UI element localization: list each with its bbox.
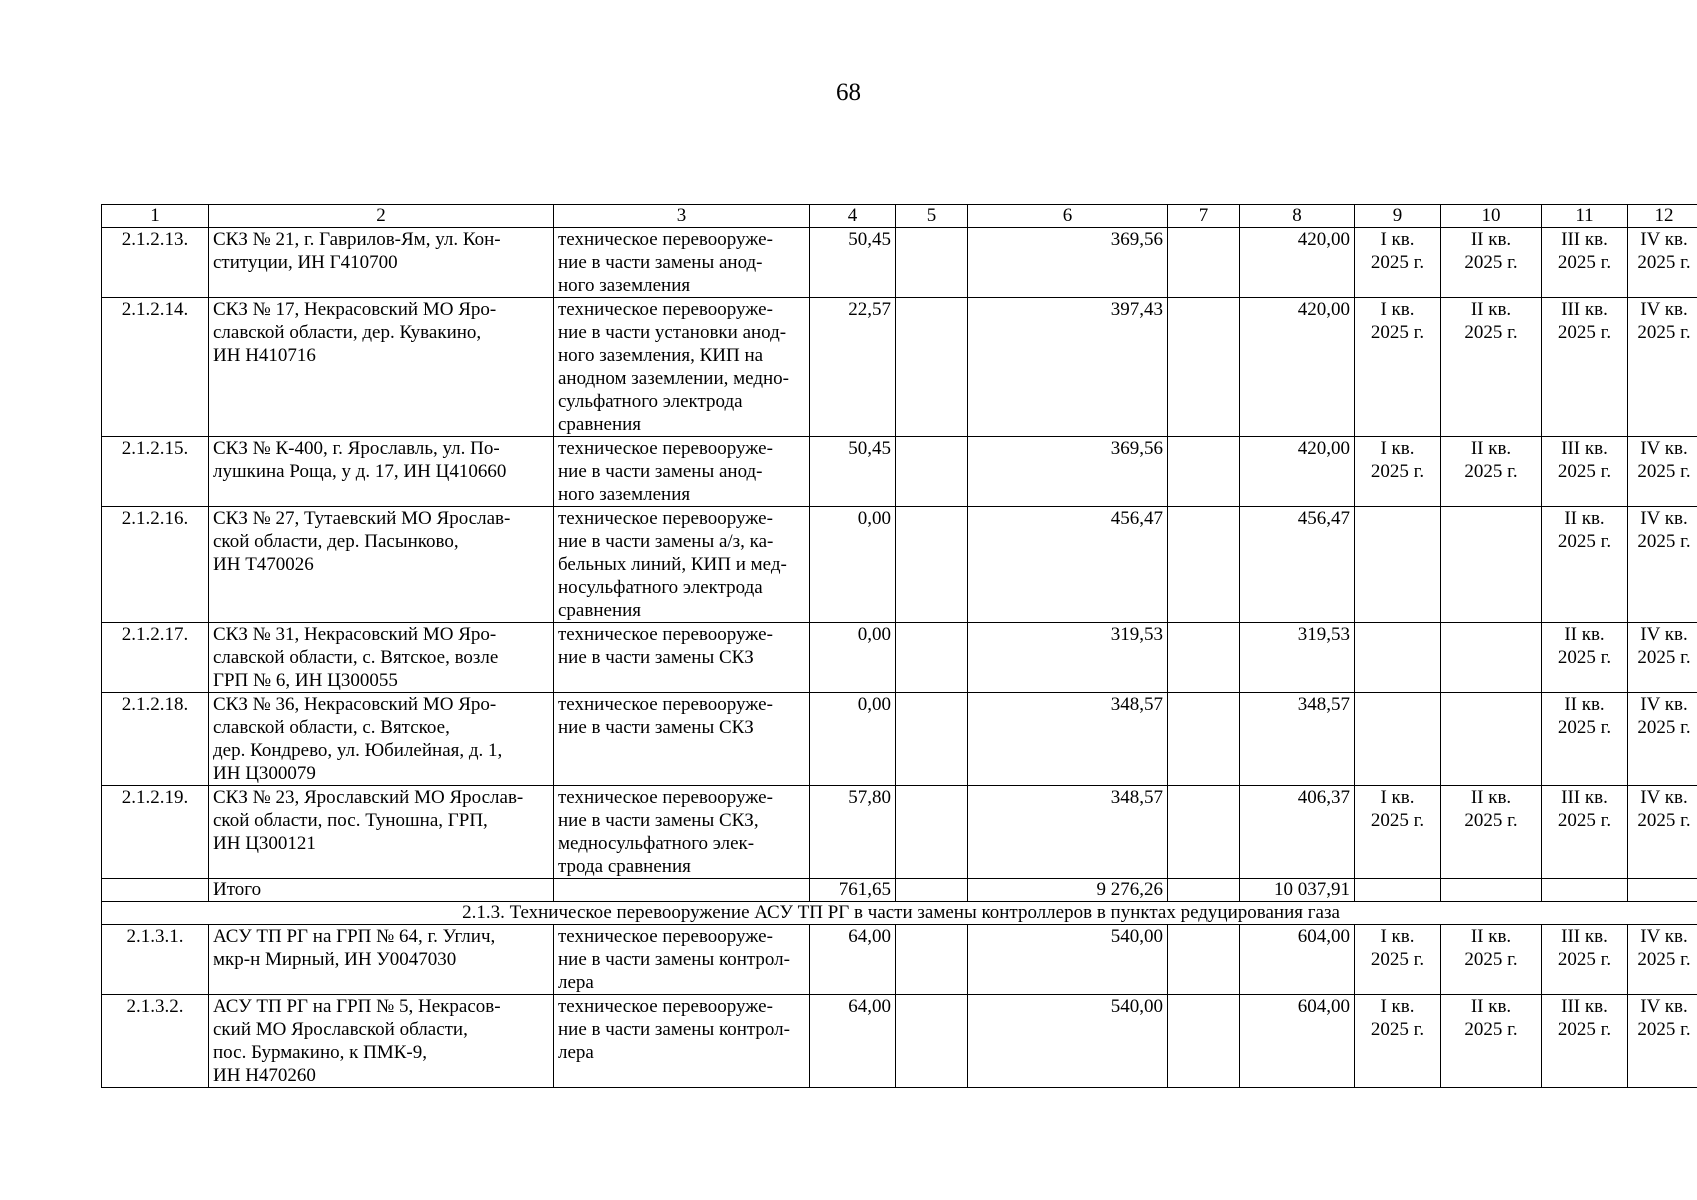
object-name-cell: АСУ ТП РГ на ГРП № 5, Некрасов- ский МО Ярославской области, пос. Бурмакино, к ПМК-9, ИН Н470260 xyxy=(209,995,554,1088)
quarter-cell-c10: II кв. 2025 г. xyxy=(1441,786,1542,879)
quarter-cell-c11: III кв. 2025 г. xyxy=(1542,786,1628,879)
amount-cell-c4: 64,00 xyxy=(810,995,896,1088)
total-empty-cell xyxy=(1628,879,1697,902)
column-number-cell: 12 xyxy=(1628,205,1697,228)
amount-cell-c4: 50,45 xyxy=(810,437,896,507)
quarter-cell-c12: IV кв. 2025 г. xyxy=(1628,228,1697,298)
quarter-cell-c11: III кв. 2025 г. xyxy=(1542,228,1628,298)
work-description-cell: техническое перевооруже- ние в части замены СКЗ xyxy=(554,693,810,786)
amount-cell-c7 xyxy=(1168,298,1240,437)
quarter-cell-c11: II кв. 2025 г. xyxy=(1542,693,1628,786)
quarter-cell-c11: III кв. 2025 г. xyxy=(1542,298,1628,437)
amount-cell-c7 xyxy=(1168,437,1240,507)
total-empty-cell xyxy=(896,879,968,902)
amount-cell-c7 xyxy=(1168,228,1240,298)
object-name-cell: СКЗ № 21, г. Гаврилов-Ям, ул. Кон- ституции, ИН Г410700 xyxy=(209,228,554,298)
column-number-cell: 6 xyxy=(968,205,1168,228)
item-number-cell: 2.1.2.18. xyxy=(102,693,209,786)
amount-cell-c7 xyxy=(1168,693,1240,786)
work-description-cell: техническое перевооруже- ние в части установки анод- ного заземления, КИП на анодном заземлении, медно- сульфатного электрода сравнения xyxy=(554,298,810,437)
total-empty-cell xyxy=(102,879,209,902)
amount-cell-c6: 348,57 xyxy=(968,786,1168,879)
quarter-cell-c10: II кв. 2025 г. xyxy=(1441,437,1542,507)
quarter-cell-c10 xyxy=(1441,623,1542,693)
work-description-cell: техническое перевооруже- ние в части замены анод- ного заземления xyxy=(554,437,810,507)
column-number-cell: 9 xyxy=(1355,205,1441,228)
item-number-cell: 2.1.2.19. xyxy=(102,786,209,879)
table-row xyxy=(102,925,1697,995)
amount-cell-c8: 420,00 xyxy=(1240,228,1355,298)
table-row xyxy=(102,507,1697,623)
column-number-cell: 11 xyxy=(1542,205,1628,228)
amount-cell-c4: 50,45 xyxy=(810,228,896,298)
quarter-cell-c12: IV кв. 2025 г. xyxy=(1628,623,1697,693)
amount-cell-c5 xyxy=(896,693,968,786)
column-number-cell: 8 xyxy=(1240,205,1355,228)
quarter-cell-c10: II кв. 2025 г. xyxy=(1441,228,1542,298)
quarter-cell-c11: II кв. 2025 г. xyxy=(1542,507,1628,623)
amount-cell-c5 xyxy=(896,507,968,623)
item-number-cell: 2.1.2.16. xyxy=(102,507,209,623)
section-title-row xyxy=(102,902,1697,925)
object-name-cell: СКЗ № 31, Некрасовский МО Яро- славской области, с. Вятское, возле ГРП № 6, ИН Ц300055 xyxy=(209,623,554,693)
total-empty-cell xyxy=(554,879,810,902)
amount-cell-c5 xyxy=(896,786,968,879)
amount-cell-c4: 64,00 xyxy=(810,925,896,995)
object-name-cell: СКЗ № К-400, г. Ярославль, ул. По- лушкина Роща, у д. 17, ИН Ц410660 xyxy=(209,437,554,507)
object-name-cell: СКЗ № 36, Некрасовский МО Яро- славской области, с. Вятское, дер. Кондрево, ул. Юбилейная, д. 1, ИН Ц300079 xyxy=(209,693,554,786)
quarter-cell-c12: IV кв. 2025 г. xyxy=(1628,925,1697,995)
total-empty-cell xyxy=(1542,879,1628,902)
total-empty-cell xyxy=(1441,879,1542,902)
amount-cell-c4: 22,57 xyxy=(810,298,896,437)
column-number-cell: 3 xyxy=(554,205,810,228)
quarter-cell-c12: IV кв. 2025 г. xyxy=(1628,693,1697,786)
table-row xyxy=(102,228,1697,298)
table-row xyxy=(102,437,1697,507)
item-number-cell: 2.1.3.1. xyxy=(102,925,209,995)
table-body xyxy=(102,205,1697,1088)
amount-cell-c7 xyxy=(1168,925,1240,995)
table-row xyxy=(102,786,1697,879)
table-row xyxy=(102,693,1697,786)
quarter-cell-c9: I кв. 2025 г. xyxy=(1355,786,1441,879)
amount-cell-c8: 604,00 xyxy=(1240,925,1355,995)
work-description-cell: техническое перевооруже- ние в части замены СКЗ, медносульфатного элек- трода сравнения xyxy=(554,786,810,879)
amount-cell-c8: 604,00 xyxy=(1240,995,1355,1088)
amount-cell-c5 xyxy=(896,298,968,437)
object-name-cell: АСУ ТП РГ на ГРП № 64, г. Углич, мкр-н Мирный, ИН У0047030 xyxy=(209,925,554,995)
quarter-cell-c9: I кв. 2025 г. xyxy=(1355,228,1441,298)
total-c8-cell: 10 037,91 xyxy=(1240,879,1355,902)
amount-cell-c8: 348,57 xyxy=(1240,693,1355,786)
work-description-cell: техническое перевооруже- ние в части замены а/з, ка- бельных линий, КИП и мед- носульфатного электрода сравнения xyxy=(554,507,810,623)
object-name-cell: СКЗ № 27, Тутаевский МО Ярослав- ской области, дер. Пасынково, ИН Т470026 xyxy=(209,507,554,623)
quarter-cell-c12: IV кв. 2025 г. xyxy=(1628,298,1697,437)
amount-cell-c7 xyxy=(1168,507,1240,623)
work-description-cell: техническое перевооруже- ние в части замены контрол- лера xyxy=(554,925,810,995)
amount-cell-c5 xyxy=(896,623,968,693)
amount-cell-c8: 456,47 xyxy=(1240,507,1355,623)
table-row xyxy=(102,995,1697,1088)
quarter-cell-c10 xyxy=(1441,693,1542,786)
amount-cell-c4: 0,00 xyxy=(810,693,896,786)
total-label-cell: Итого xyxy=(209,879,554,902)
section-title-cell: 2.1.3. Техническое перевооружение АСУ ТП РГ в части замены контроллеров в пунктах редуцирования газа xyxy=(102,902,1697,925)
quarter-cell-c12: IV кв. 2025 г. xyxy=(1628,507,1697,623)
item-number-cell: 2.1.2.15. xyxy=(102,437,209,507)
amount-cell-c6: 540,00 xyxy=(968,995,1168,1088)
page-number: 68 xyxy=(836,79,861,106)
quarter-cell-c11: III кв. 2025 г. xyxy=(1542,995,1628,1088)
investment-program-table xyxy=(101,204,1697,1088)
column-number-cell: 7 xyxy=(1168,205,1240,228)
table-row xyxy=(102,298,1697,437)
item-number-cell: 2.1.2.14. xyxy=(102,298,209,437)
amount-cell-c8: 406,37 xyxy=(1240,786,1355,879)
quarter-cell-c12: IV кв. 2025 г. xyxy=(1628,786,1697,879)
amount-cell-c4: 0,00 xyxy=(810,623,896,693)
amount-cell-c7 xyxy=(1168,786,1240,879)
amount-cell-c4: 0,00 xyxy=(810,507,896,623)
quarter-cell-c10: II кв. 2025 г. xyxy=(1441,995,1542,1088)
amount-cell-c6: 369,56 xyxy=(968,228,1168,298)
quarter-cell-c9 xyxy=(1355,507,1441,623)
amount-cell-c4: 57,80 xyxy=(810,786,896,879)
total-empty-cell xyxy=(1168,879,1240,902)
item-number-cell: 2.1.3.2. xyxy=(102,995,209,1088)
column-number-cell: 5 xyxy=(896,205,968,228)
quarter-cell-c11: III кв. 2025 г. xyxy=(1542,437,1628,507)
amount-cell-c8: 319,53 xyxy=(1240,623,1355,693)
amount-cell-c7 xyxy=(1168,623,1240,693)
column-number-cell: 10 xyxy=(1441,205,1542,228)
column-number-row xyxy=(102,205,1697,228)
amount-cell-c6: 540,00 xyxy=(968,925,1168,995)
amount-cell-c7 xyxy=(1168,995,1240,1088)
quarter-cell-c9 xyxy=(1355,693,1441,786)
amount-cell-c8: 420,00 xyxy=(1240,298,1355,437)
work-description-cell: техническое перевооруже- ние в части замены СКЗ xyxy=(554,623,810,693)
quarter-cell-c9: I кв. 2025 г. xyxy=(1355,437,1441,507)
amount-cell-c5 xyxy=(896,995,968,1088)
amount-cell-c6: 369,56 xyxy=(968,437,1168,507)
amount-cell-c6: 348,57 xyxy=(968,693,1168,786)
total-c4-cell: 761,65 xyxy=(810,879,896,902)
item-number-cell: 2.1.2.17. xyxy=(102,623,209,693)
total-empty-cell xyxy=(1355,879,1441,902)
work-description-cell: техническое перевооруже- ние в части замены анод- ного заземления xyxy=(554,228,810,298)
quarter-cell-c9: I кв. 2025 г. xyxy=(1355,995,1441,1088)
amount-cell-c6: 319,53 xyxy=(968,623,1168,693)
quarter-cell-c12: IV кв. 2025 г. xyxy=(1628,437,1697,507)
amount-cell-c5 xyxy=(896,228,968,298)
object-name-cell: СКЗ № 17, Некрасовский МО Яро- славской области, дер. Кувакино, ИН Н410716 xyxy=(209,298,554,437)
quarter-cell-c10: II кв. 2025 г. xyxy=(1441,298,1542,437)
quarter-cell-c11: II кв. 2025 г. xyxy=(1542,623,1628,693)
total-c6-cell: 9 276,26 xyxy=(968,879,1168,902)
column-number-cell: 4 xyxy=(810,205,896,228)
amount-cell-c6: 456,47 xyxy=(968,507,1168,623)
amount-cell-c8: 420,00 xyxy=(1240,437,1355,507)
object-name-cell: СКЗ № 23, Ярославский МО Ярослав- ской области, пос. Туношна, ГРП, ИН Ц300121 xyxy=(209,786,554,879)
amount-cell-c5 xyxy=(896,925,968,995)
quarter-cell-c11: III кв. 2025 г. xyxy=(1542,925,1628,995)
column-number-cell: 1 xyxy=(102,205,209,228)
total-row xyxy=(102,879,1697,902)
amount-cell-c6: 397,43 xyxy=(968,298,1168,437)
quarter-cell-c12: IV кв. 2025 г. xyxy=(1628,995,1697,1088)
quarter-cell-c9: I кв. 2025 г. xyxy=(1355,925,1441,995)
quarter-cell-c9: I кв. 2025 г. xyxy=(1355,298,1441,437)
work-description-cell: техническое перевооруже- ние в части замены контрол- лера xyxy=(554,995,810,1088)
amount-cell-c5 xyxy=(896,437,968,507)
quarter-cell-c10 xyxy=(1441,507,1542,623)
column-number-cell: 2 xyxy=(209,205,554,228)
table-row xyxy=(102,623,1697,693)
item-number-cell: 2.1.2.13. xyxy=(102,228,209,298)
quarter-cell-c9 xyxy=(1355,623,1441,693)
quarter-cell-c10: II кв. 2025 г. xyxy=(1441,925,1542,995)
